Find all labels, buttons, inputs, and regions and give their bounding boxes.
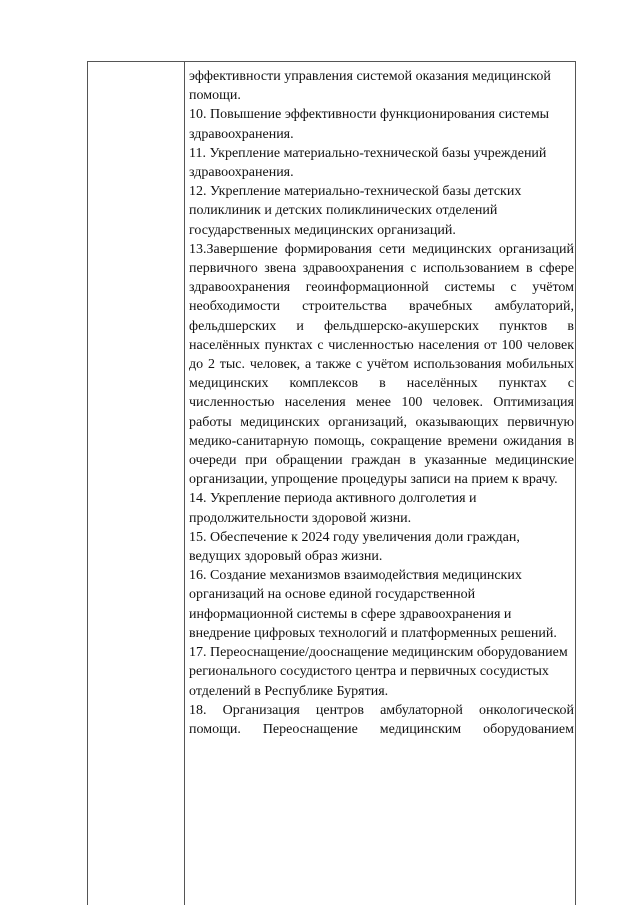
paragraph-item-18: 18. Организация центров амбулаторной онкологической помощи. Переоснащение медицинским оборудованием — [189, 702, 574, 737]
document-table — [87, 61, 576, 905]
paragraph-item-15: 15. Обеспечение к 2024 году увеличения доли граждан, ведущих здоровый образ жизни. — [189, 529, 520, 565]
table-left-cell — [88, 62, 184, 905]
paragraph-item-11: 11. Укрепление материально-технической базы учреждений здравоохранения. — [189, 145, 547, 181]
paragraph-item-17: 17. Переоснащение/дооснащение медицинским оборудованием регионального сосудистого центра и первичных сосудистых отделений в Республике Бурятия. — [189, 645, 568, 699]
paragraph-continuation: эффективности управления системой оказания медицинской помощи. — [189, 69, 551, 104]
column-divider — [184, 62, 185, 905]
paragraph-item-16: 16. Создание механизмов взаимодействия медицинских организаций на основе единой государственной информационной системы в сфере здравоохранения и внедрение цифровых технологий и платформенных решений. — [189, 568, 557, 641]
paragraph-item-13: 13.Завершение формирования сети медицинских организаций первичного звена здравоохранения с использованием в сфере здравоохранения геоинформационной системы с учётом необходимости строительства врачебных амбулаторий, фельдшерских и фельдшерско-акушерских пунктов в населённых пунктах с численностью населения от 100 человек до 2 тыс. человек, а также с учётом использования мобильных медицинских комплексов в населённых пунктах с численностью населения менее 100 человек. Оптимизация работы медицинских организаций, оказывающих первичную медико-санитарную помощь, сокращение времени ожидания в очереди при обращении граждан в указанные медицинские организации, упрощение процедуры записи на прием к врачу. — [189, 241, 574, 488]
paragraph-item-12: 12. Укрепление материально-технической базы детских поликлиник и детских поликлинических отделений государственных медицинских организаций. — [189, 184, 522, 238]
table-right-cell — [189, 67, 574, 739]
paragraph-item-14: 14. Укрепление периода активного долголетия и продолжительности здоровой жизни. — [189, 491, 477, 526]
paragraph-item-10: 10. Повышение эффективности функционирования системы здравоохранения. — [189, 107, 550, 142]
